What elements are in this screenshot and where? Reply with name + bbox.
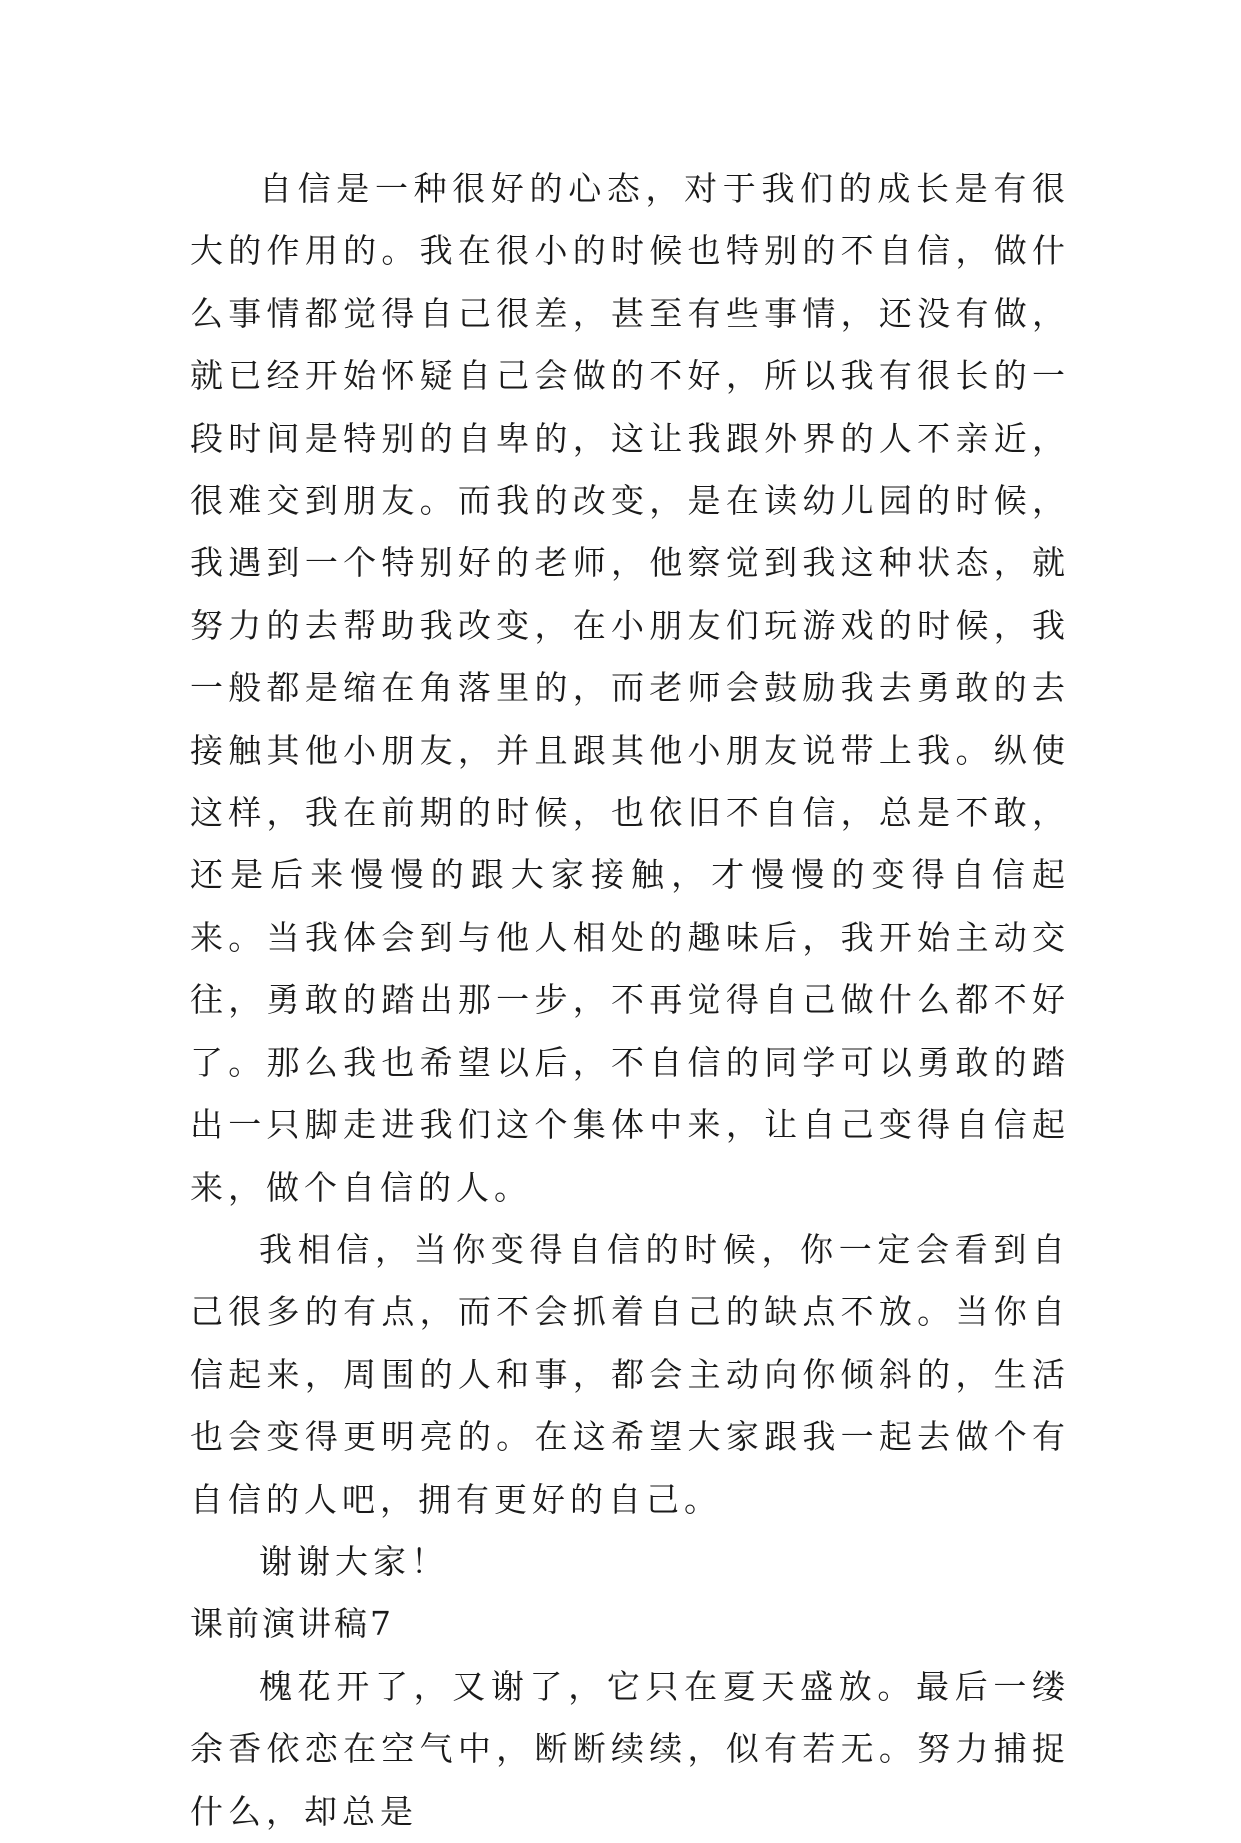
paragraph-confidence-story: 自信是一种很好的心态，对于我们的成长是有很大的作用的。我在很小的时候也特别的不自信，做什么事情都觉得自己很差，甚至有些事情，还没有做，就已经开始怀疑自己会做的不好，所以我有很长的一段时间是特别的自卑的，这让我跟外界的人不亲近，很难交到朋友。而我的改变，是在读幼儿园的时候，我遇到一个特别好的老师，他察觉到我这种状态，就努力的去帮助我改变，在小朋友们玩游戏的时候，我一般都是缩在角落里的，而老师会鼓励我去勇敢的去接触其他小朋友，并且跟其他小朋友说带上我。纵使这样，我在前期的时候，也依旧不自信，总是不敢，还是后来慢慢的跟大家接触，才慢慢的变得自信起来。当我体会到与他人相处的趣味后，我开始主动交往，勇敢的踏出那一步，不再觉得自己做什么都不好了。那么我也希望以后，不自信的同学可以勇敢的踏出一只脚走进我们这个集体中来，让自己变得自信起来，做个自信的人。 [190, 169, 1070, 1207]
section-heading: 课前演讲稿7 [190, 1604, 394, 1644]
paragraph-believe: 我相信，当你变得自信的时候，你一定会看到自己很多的有点，而不会抓着自己的缺点不放。当你自信起来，周围的人和事，都会主动向你倾斜的，生活也会变得更明亮的。在这希望大家跟我一起去做个有自信的人吧，拥有更好的自己。 [190, 1229, 1070, 1519]
document-body [190, 158, 1070, 1843]
paragraph-locust-flower: 槐花开了，又谢了，它只在夏天盛放。最后一缕余香依恋在空气中，断断续续，似有若无。努力捕捉什么，却总是 [190, 1666, 1070, 1831]
paragraph-thanks: 谢谢大家！ [259, 1541, 449, 1581]
